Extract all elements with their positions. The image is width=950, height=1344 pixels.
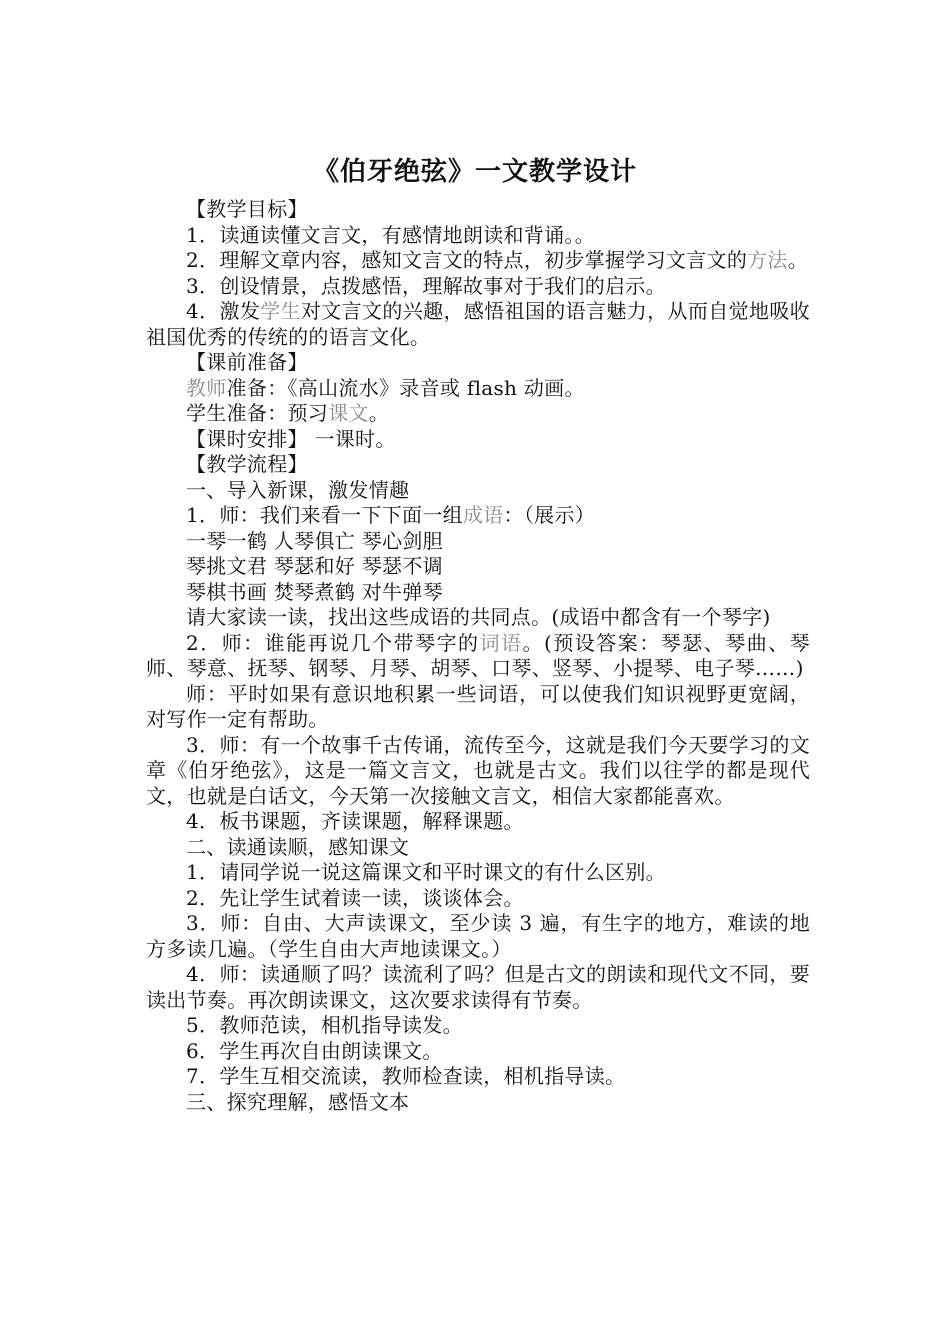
paragraph: [146, 580, 810, 606]
text-run: ：（展示）: [503, 503, 596, 527]
paragraph: [146, 248, 810, 274]
text-run: 对文言文的兴趣，感悟祖国的语言魅力，从而自觉地吸收祖国优秀的传统的的语言文化。: [146, 299, 810, 349]
text-run: 1．请同学说一说这篇课文和平时课文的有什么区别。: [186, 860, 666, 884]
text-run: 【课时安排】 一课时。: [186, 426, 396, 451]
paragraph: [146, 1039, 810, 1065]
paragraph: [146, 631, 810, 682]
paragraph: [146, 427, 810, 453]
paragraph: [146, 350, 810, 376]
paragraph: [146, 197, 810, 223]
paragraph: [146, 809, 810, 835]
highlighted-text: 学生: [260, 299, 301, 323]
text-run: 。: [368, 401, 390, 425]
paragraph: [146, 733, 810, 810]
text-run: 5．教师范读，相机指导读发。: [186, 1013, 463, 1037]
text-run: 7．学生互相交流读，教师检查读，相机指导读。: [186, 1064, 626, 1088]
text-run: 请大家读一读，找出这些成语的共同点。(成语中都含有一个琴字): [186, 605, 771, 629]
text-run: 3．创设情景，点拨感悟，理解故事对于我们的启示。: [186, 273, 666, 298]
text-run: 1．读通读懂文言文，有感情地朗读和背诵。。: [186, 222, 596, 247]
paragraph: [146, 605, 810, 631]
text-run: 6．学生再次自由朗读课文。: [186, 1038, 443, 1063]
paragraph: [146, 1064, 810, 1090]
text-run: 。: [787, 248, 809, 272]
paragraph: [146, 299, 810, 350]
text-run: 二、读通读顺，感知课文: [186, 834, 410, 859]
paragraph: [146, 682, 810, 733]
document-title: 《伯牙绝弦》一文教学设计: [312, 157, 637, 187]
paragraph: [146, 886, 810, 912]
text-run: 3．师：自由、大声读课文，至少读 3 遍，有生字的地方，难读的地方多读几遍。（学生自由大声地读课文。）: [146, 911, 810, 961]
text-run: 2．师：谁能再说几个带琴字的: [186, 630, 480, 655]
paragraph: [146, 1013, 810, 1039]
text-run: 。(预设答案：琴瑟、琴曲、琴师、琴意、抚琴、钢琴、月琴、胡琴、口琴、竖琴、小提琴、电子琴……): [146, 630, 810, 680]
paragraph: [146, 529, 810, 555]
text-run: 师：平时如果有意识地积累一些词语，可以使我们知识视野更宽阔，对写作一定有帮助。: [146, 681, 810, 731]
paragraph: [146, 401, 810, 427]
highlighted-text: 教师: [186, 375, 227, 400]
paragraph: [146, 274, 810, 300]
paragraph: [146, 554, 810, 580]
paragraph: [146, 860, 810, 886]
paragraph: [146, 962, 810, 1013]
paragraph: [146, 1090, 810, 1116]
paragraph: [146, 835, 810, 861]
text-run: 一琴一鹤 人琴俱亡 琴心剑胆: [186, 528, 443, 553]
text-run: 学生准备：预习: [186, 401, 329, 425]
text-run: 一、导入新课，激发情趣: [186, 477, 410, 502]
highlighted-text: 课文: [328, 401, 369, 425]
paragraph: [146, 478, 810, 504]
text-run: 2．先让学生试着读一读，谈谈体会。: [186, 885, 524, 910]
paragraph: [146, 503, 810, 529]
highlighted-text: 方法: [747, 248, 788, 272]
text-run: 2．理解文章内容，感知文言文的特点，初步掌握学习文言文的: [186, 248, 748, 272]
paragraph: [146, 911, 810, 962]
paragraph: [146, 452, 810, 478]
paragraph: [146, 223, 810, 249]
highlighted-text: 词语: [479, 630, 523, 655]
text-run: 准备：《高山流水》录音或 flash 动画。: [226, 375, 585, 400]
text-run: 琴挑文君 琴瑟和好 琴瑟不调: [186, 554, 443, 578]
text-run: 【教学目标】: [186, 197, 308, 221]
text-run: 琴棋书画 焚琴煮鹤 对牛弹琴: [186, 579, 443, 604]
text-run: 【课前准备】: [186, 350, 308, 374]
text-run: 4．师：读通顺了吗？读流利了吗？但是古文的朗读和现代文不同，要读出节奏。再次朗读课文，这次要求读得有节奏。: [146, 962, 810, 1012]
text-run: 4．板书课题，齐读课题，解释课题。: [186, 809, 524, 833]
document-body: [146, 197, 810, 1115]
text-run: 4．激发: [186, 299, 261, 323]
text-run: 3．师：有一个故事千古传诵，流传至今，这就是我们今天要学习的文章《伯牙绝弦》，这是一篇文言文，也就是古文。我们以往学的都是现代文，也就是白话文，今天第一次接触文言文，相信大家都能喜欢。: [146, 732, 810, 808]
text-run: 三、探究理解，感悟文本: [186, 1089, 410, 1114]
text-run: 1．师：我们来看一下下面一组: [186, 503, 463, 527]
text-run: 【教学流程】: [186, 452, 308, 476]
paragraph: [146, 376, 810, 402]
highlighted-text: 成语: [462, 503, 504, 527]
